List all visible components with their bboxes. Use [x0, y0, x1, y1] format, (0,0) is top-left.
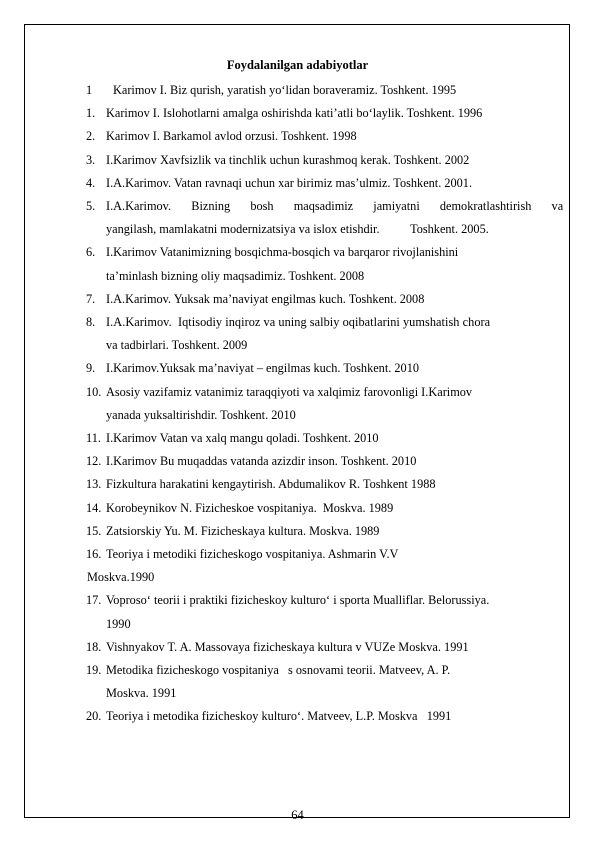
- reference-text: Asosiy vazifamiz vatanimiz taraqqiyoti va xalqimiz farovonligi I.Karimov: [106, 384, 473, 399]
- reference-number: 13.: [86, 477, 102, 492]
- reference-text: Teoriya i metodiki fizicheskogo vospitaniya. Ashmarin V.V: [106, 547, 399, 562]
- reference-item-17: [86, 589, 542, 635]
- reference-item-11: [86, 427, 542, 450]
- reference-item-5: [86, 195, 564, 241]
- reference-text-cont: yangilash, mamlakatni modernizatsiya va islox etishdir. Toshkent. 2005.: [106, 222, 489, 237]
- reference-number: 19.: [86, 663, 102, 678]
- reference-number: 17.: [86, 593, 102, 608]
- page-title: Foydalanilgan adabiyotlar: [226, 58, 369, 72]
- reference-text: I.Karimov Vatanimizning bosqichma-bosqich va barqaror rivojlanishini: [106, 245, 459, 260]
- reference-number: 16.: [86, 547, 102, 562]
- reference-text: Karimov I. Islohotlarni amalga oshirishda kati’atli bo‘laylik. Toshkent. 1996: [106, 106, 483, 121]
- reference-item-18: [86, 636, 542, 659]
- reference-text-cont: va tadbirlari. Toshkent. 2009: [106, 338, 248, 353]
- reference-number: 3.: [86, 152, 96, 167]
- reference-text-cont: yanada yuksaltirishdir. Toshkent. 2010: [106, 407, 296, 422]
- reference-number: 8.: [86, 315, 96, 330]
- reference-text-cont: Moskva.1990: [87, 570, 155, 585]
- reference-number: 7.: [86, 291, 96, 306]
- reference-item-13: [86, 473, 542, 496]
- reference-item-16-cont: [86, 566, 542, 589]
- reference-number: 9.: [86, 361, 96, 376]
- reference-text: Metodika fizicheskogo vospitaniya s osnovami teorii. Matveev, A. P.: [106, 663, 451, 678]
- reference-item-14: [86, 497, 542, 520]
- reference-text: I.A.Karimov. Vatan ravnaqi uchun xar birimiz mas’ulmiz. Toshkent. 2001.: [106, 175, 473, 190]
- reference-text: I.Karimov Xavfsizlik va tinchlik uchun kurashmoq kerak. Toshkent. 2002: [106, 152, 470, 167]
- reference-text: I.A.Karimov. Bizning bosh maqsadimiz jamiyatni demokratlashtirish va: [106, 199, 564, 214]
- reference-text: Zatsiorskiy Yu. M. Fizicheskaya kultura. Moskva. 1989: [106, 523, 380, 538]
- reference-item-7: [86, 288, 542, 311]
- reference-text: Korobeynikov N. Fizicheskoe vospitaniya. Moskva. 1989: [106, 500, 394, 515]
- reference-text: I.Karimov Vatan va xalq mangu qoladi. Toshkent. 2010: [106, 431, 379, 446]
- reference-item-1: [86, 102, 542, 125]
- reference-item-8: [86, 311, 542, 357]
- reference-text: I.A.Karimov. Iqtisodiy inqiroz va uning salbiy oqibatlarini yumshatish chora: [106, 315, 491, 330]
- reference-item-intro: [86, 79, 542, 102]
- reference-number: 6.: [86, 245, 96, 260]
- reference-item-6: [86, 241, 542, 287]
- reference-number: 5.: [86, 199, 96, 214]
- reference-text: Teoriya i metodika fizicheskoy kulturo‘. Matveev, L.P. Moskva 1991: [106, 709, 452, 724]
- reference-number: 4.: [86, 175, 96, 190]
- reference-item-10: [86, 381, 542, 427]
- reference-number: 11.: [86, 431, 101, 446]
- page-number: 64: [291, 808, 304, 822]
- reference-number: 1.: [86, 106, 96, 121]
- reference-item-4: [86, 172, 542, 195]
- reference-item-19: [86, 659, 542, 705]
- reference-item-2: [86, 125, 542, 148]
- reference-text-cont: Moskva. 1991: [106, 686, 177, 701]
- reference-text: Vishnyakov T. A. Massovaya fizicheskaya kultura v VUZe Moskva. 1991: [106, 639, 469, 654]
- reference-item-20: [86, 705, 542, 728]
- reference-item-15: [86, 520, 542, 543]
- reference-text: Karimov I. Barkamol avlod orzusi. Toshkent. 1998: [106, 129, 357, 144]
- reference-number: 18.: [86, 639, 102, 654]
- reference-number: 12.: [86, 454, 102, 469]
- reference-text: Fizkultura harakatini kengaytirish. Abdumalikov R. Toshkent 1988: [106, 477, 436, 492]
- reference-item-12: [86, 450, 542, 473]
- reference-number: 20.: [86, 709, 102, 724]
- reference-item-3: [86, 149, 542, 172]
- reference-number: 1: [86, 83, 93, 97]
- reference-text: I.Karimov Bu muqaddas vatanda azizdir inson. Toshkent. 2010: [106, 454, 417, 469]
- reference-number: 14.: [86, 500, 102, 515]
- reference-list: [86, 79, 564, 729]
- reference-text: Voproso‘ teorii i praktiki fizicheskoy kulturo‘ i sporta Mualliflar. Belorussiya.: [106, 593, 490, 608]
- reference-item-9: [86, 357, 542, 380]
- reference-text: I.Karimov.Yuksak ma’naviyat – engilmas kuch. Toshkent. 2010: [106, 361, 419, 376]
- reference-text: I.A.Karimov. Yuksak ma’naviyat engilmas kuch. Toshkent. 2008: [106, 291, 425, 306]
- reference-number: 2.: [86, 129, 96, 144]
- reference-number: 15.: [86, 523, 102, 538]
- reference-item-16: [86, 543, 542, 566]
- reference-text: Karimov I. Biz qurish, yaratish yo‘lidan boraveramiz. Toshkent. 1995: [113, 83, 457, 97]
- reference-text-cont: ta’minlash bizning oliy maqsadimiz. Toshkent. 2008: [106, 268, 365, 283]
- reference-text-cont: 1990: [106, 616, 131, 631]
- reference-number: 10.: [86, 384, 102, 399]
